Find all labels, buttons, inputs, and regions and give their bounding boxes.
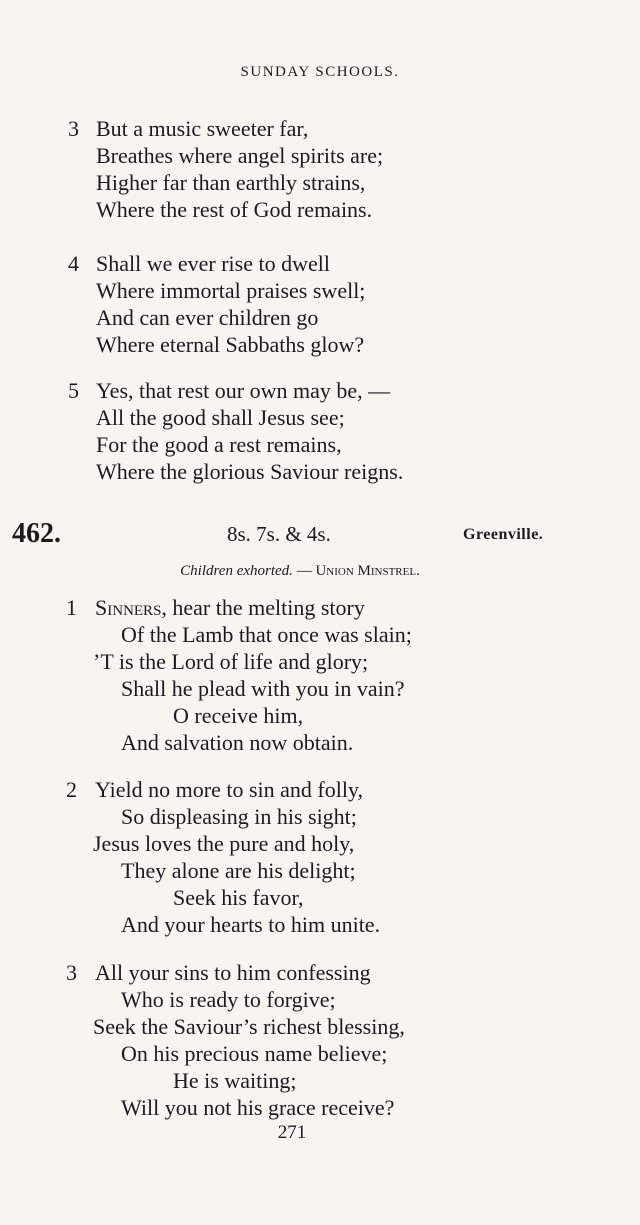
hymn-subtitle bbox=[0, 563, 600, 580]
verse-line: Will you not his grace receive? bbox=[121, 1095, 395, 1120]
verse-number: 4 bbox=[68, 251, 79, 276]
verse-number: 3 bbox=[66, 960, 77, 985]
page-number: 271 bbox=[277, 1122, 307, 1143]
hymn-tune: Greenville. bbox=[463, 526, 544, 543]
verse-line: They alone are his delight; bbox=[121, 858, 356, 883]
verse-line: Yield no more to sin and folly, bbox=[95, 777, 364, 802]
verse-line: Where the rest of God remains. bbox=[96, 197, 373, 222]
verse-line: And salvation now obtain. bbox=[121, 730, 354, 755]
verse-line: All the good shall Jesus see; bbox=[96, 405, 345, 430]
verse-line: Of the Lamb that once was slain; bbox=[121, 622, 412, 647]
verse-line: Seek his favor, bbox=[173, 885, 304, 910]
hymn-meter: 8s. 7s. & 4s. bbox=[227, 522, 331, 546]
verse-line: He is waiting; bbox=[173, 1068, 297, 1093]
verse-line: So displeasing in his sight; bbox=[121, 804, 357, 829]
verse-line: Shall we ever rise to dwell bbox=[96, 251, 330, 276]
verse-line: O receive him, bbox=[173, 703, 304, 728]
hymn-number: 462. bbox=[12, 518, 61, 549]
verse-line: ’T is the Lord of life and glory; bbox=[93, 649, 369, 674]
verse-line bbox=[95, 595, 365, 621]
verse-line: Where immortal praises swell; bbox=[96, 278, 366, 303]
hymn-subject: Children exhorted. bbox=[180, 563, 293, 579]
verse-line: Where eternal Sabbaths glow? bbox=[96, 332, 365, 357]
verse-number: 3 bbox=[68, 116, 79, 141]
hymn-source: Union Minstrel. bbox=[315, 563, 420, 579]
verse-line: On his precious name believe; bbox=[121, 1041, 388, 1066]
verse-line: Seek the Saviour’s richest blessing, bbox=[93, 1014, 405, 1039]
verse-line: And can ever children go bbox=[96, 305, 319, 330]
verse-line: Higher far than earthly strains, bbox=[96, 170, 366, 195]
verse-number: 2 bbox=[66, 777, 77, 802]
verse-number: 5 bbox=[68, 378, 79, 403]
first-word: Sinners, bbox=[95, 595, 167, 620]
verse-line: Where the glorious Saviour reigns. bbox=[96, 459, 404, 484]
verse-line: All your sins to him confessing bbox=[95, 960, 371, 985]
verse-number: 1 bbox=[66, 595, 77, 620]
verse-line: Jesus loves the pure and holy, bbox=[93, 831, 355, 856]
verse-line: For the good a rest remains, bbox=[96, 432, 342, 457]
verse-line: But a music sweeter far, bbox=[96, 116, 309, 141]
verse-line: Yes, that rest our own may be, — bbox=[96, 378, 391, 403]
verse-line: Breathes where angel spirits are; bbox=[96, 143, 384, 168]
running-head: SUNDAY SCHOOLS. bbox=[240, 64, 400, 80]
verse-line: And your hearts to him unite. bbox=[121, 912, 381, 937]
verse-line: Shall he plead with you in vain? bbox=[121, 676, 405, 701]
first-line-rest: hear the melting story bbox=[166, 595, 365, 620]
verse-line: Who is ready to forgive; bbox=[121, 987, 336, 1012]
source-separator: — bbox=[292, 563, 316, 579]
